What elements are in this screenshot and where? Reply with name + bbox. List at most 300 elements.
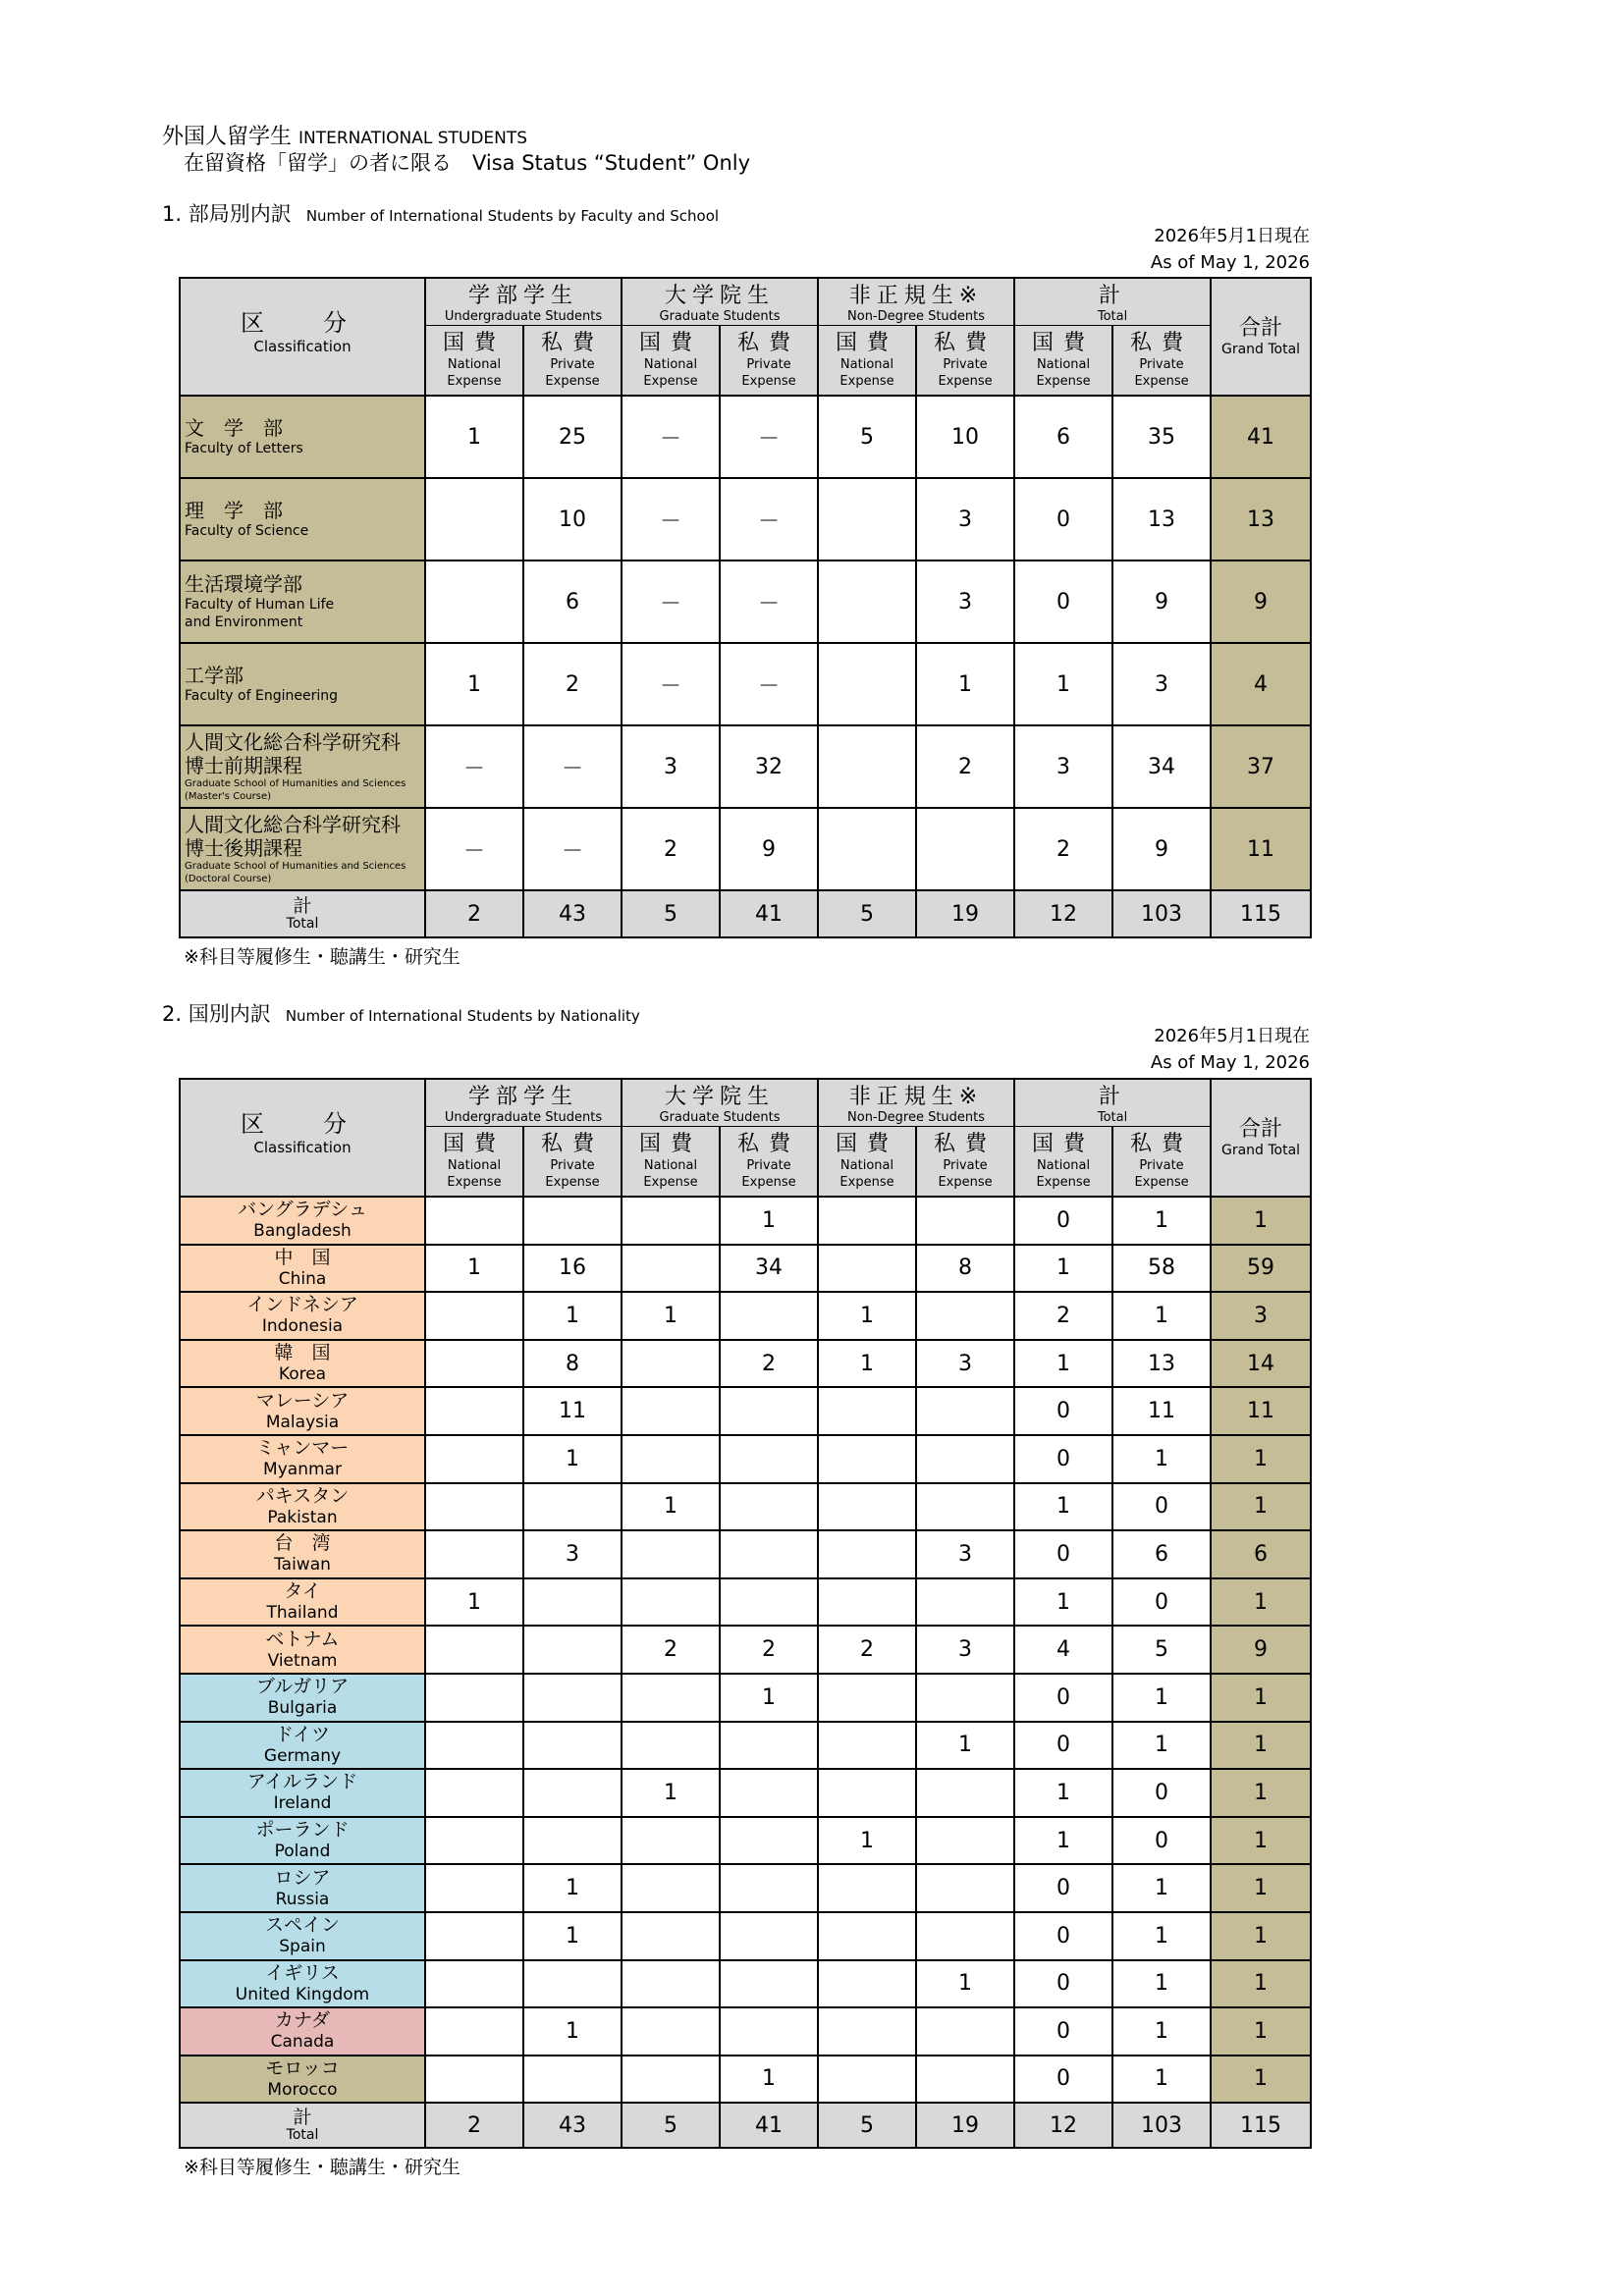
data-cell: 3	[1112, 643, 1211, 725]
data-cell: 1	[523, 1912, 622, 1960]
data-cell: 0	[1014, 561, 1112, 643]
national-expense-header	[818, 1126, 916, 1197]
nationality-row	[180, 1292, 1311, 1340]
faculty-row	[180, 643, 1311, 725]
faculty-name-jp: 生活環境学部	[185, 572, 302, 596]
data-cell: 1	[425, 396, 523, 478]
total-label-en: Total	[286, 2127, 319, 2144]
faculty-table	[179, 277, 1312, 938]
nationality-row	[180, 1769, 1311, 1817]
private-expense-header	[1112, 1126, 1211, 1197]
grand-total-sum: 115	[1211, 2103, 1311, 2148]
data-cell	[523, 1674, 622, 1722]
data-cell: 1	[818, 1340, 916, 1388]
data-cell: 9	[1112, 561, 1211, 643]
private-label-en-2: Expense	[545, 1174, 600, 1190]
data-cell: 0	[1014, 478, 1112, 561]
total-cell: 41	[720, 2103, 818, 2148]
data-cell: 1	[425, 643, 523, 725]
national-label-jp: 国費	[442, 1131, 506, 1156]
country-label	[180, 2007, 425, 2056]
data-cell	[720, 1292, 818, 1340]
data-cell	[622, 1387, 720, 1435]
nationality-row	[180, 1483, 1311, 1531]
country-label	[180, 1340, 425, 1388]
country-name-jp: ベトナム	[265, 1628, 340, 1650]
data-cell	[523, 1817, 622, 1865]
data-cell: －	[720, 478, 818, 561]
data-cell: 1	[1112, 1722, 1211, 1770]
country-name-en: Poland	[274, 1842, 331, 1862]
data-cell: 1	[622, 1483, 720, 1531]
group-label-jp: 大学院生	[665, 1084, 776, 1109]
data-cell: 9	[1112, 808, 1211, 890]
total-cell: 12	[1014, 890, 1112, 937]
data-cell: 13	[1112, 1340, 1211, 1388]
data-cell	[523, 1483, 622, 1531]
data-cell	[425, 1626, 523, 1674]
country-label	[180, 1817, 425, 1865]
private-expense-header	[720, 325, 818, 396]
data-cell: －	[425, 808, 523, 890]
data-cell: 2	[622, 808, 720, 890]
group-label-jp: 計	[1099, 283, 1127, 308]
data-cell	[720, 1483, 818, 1531]
nationality-row	[180, 1197, 1311, 1245]
national-expense-header	[1014, 325, 1112, 396]
data-cell	[818, 1960, 916, 2008]
data-cell	[425, 1340, 523, 1388]
grand-total-cell: 9	[1211, 1626, 1311, 1674]
data-cell: 10	[523, 478, 622, 561]
national-label-en-1: National	[643, 356, 698, 372]
data-cell	[720, 1530, 818, 1578]
nationality-row	[180, 1435, 1311, 1483]
private-expense-header	[523, 1126, 622, 1197]
country-label	[180, 1387, 425, 1435]
data-cell: 0	[1014, 1530, 1112, 1578]
grand-total-cell: 11	[1211, 808, 1311, 890]
data-cell	[523, 2056, 622, 2104]
country-name-en: Malaysia	[265, 1412, 340, 1432]
data-cell	[818, 1674, 916, 1722]
faculty-name-en: Faculty of Human Life	[185, 597, 335, 613]
nationality-row	[180, 1722, 1311, 1770]
national-label-en-2: Expense	[839, 1174, 894, 1190]
data-cell: 13	[1112, 478, 1211, 561]
group-header	[622, 1079, 818, 1126]
group-header	[1014, 1079, 1211, 1126]
country-name-en: Canada	[270, 2032, 335, 2053]
nationality-row	[180, 1578, 1311, 1627]
data-cell	[916, 1769, 1014, 1817]
nationality-row	[180, 1817, 1311, 1865]
data-cell	[916, 1578, 1014, 1627]
national-label-jp: 国費	[442, 330, 506, 355]
national-label-en-2: Expense	[1036, 373, 1091, 389]
total-cell: 103	[1112, 890, 1211, 937]
group-label-en: Graduate Students	[659, 308, 781, 324]
data-cell: 1	[523, 1864, 622, 1912]
national-label-en-2: Expense	[1036, 1174, 1091, 1190]
country-name-en: Spain	[279, 1937, 326, 1957]
private-expense-header	[916, 325, 1014, 396]
data-cell	[720, 1722, 818, 1770]
faculty-name-en: Faculty of Science	[185, 523, 309, 539]
data-cell: 4	[1014, 1626, 1112, 1674]
national-label-en-1: National	[1036, 1157, 1091, 1173]
country-name-jp: 中 国	[274, 1246, 331, 1268]
private-expense-header	[523, 325, 622, 396]
country-label	[180, 1292, 425, 1340]
faculty-course-jp: 博士前期課程	[185, 754, 302, 777]
total-cell: 43	[523, 2103, 622, 2148]
nationality-row	[180, 2007, 1311, 2056]
group-label-jp: 計	[1099, 1084, 1127, 1109]
classification-header	[180, 1079, 425, 1197]
national-label-en-1: National	[447, 356, 502, 372]
data-cell: 1	[916, 643, 1014, 725]
data-cell	[720, 1960, 818, 2008]
section2-date	[1151, 1023, 1310, 1076]
data-cell	[523, 1626, 622, 1674]
country-name-jp: ミャンマー	[255, 1437, 350, 1460]
national-label-en-2: Expense	[447, 373, 502, 389]
data-cell	[916, 1864, 1014, 1912]
faculty-course-jp: 博士後期課程	[185, 836, 302, 860]
data-cell: 9	[720, 808, 818, 890]
nationality-row	[180, 1387, 1311, 1435]
national-expense-header	[1014, 1126, 1112, 1197]
grand-total-header	[1211, 278, 1311, 396]
country-name-jp: タイ	[284, 1580, 321, 1603]
group-label-jp: 大学院生	[665, 283, 776, 308]
faculty-label	[180, 561, 425, 643]
national-label-en-1: National	[839, 356, 894, 372]
faculty-row	[180, 808, 1311, 890]
data-cell: 1	[523, 1435, 622, 1483]
data-cell	[916, 808, 1014, 890]
national-expense-header	[818, 325, 916, 396]
national-label-en-2: Expense	[839, 373, 894, 389]
country-name-en: Taiwan	[274, 1555, 331, 1575]
data-cell: 3	[916, 561, 1014, 643]
data-cell	[523, 1960, 622, 2008]
country-name-en: Thailand	[266, 1603, 339, 1624]
country-label	[180, 1483, 425, 1531]
group-label-en: Total	[1097, 1109, 1128, 1125]
data-cell	[818, 1483, 916, 1531]
grand-total-cell: 9	[1211, 561, 1311, 643]
nationality-row	[180, 1912, 1311, 1960]
data-cell: 0	[1014, 2056, 1112, 2104]
country-name-en: Germany	[263, 1745, 342, 1766]
private-label-jp: 私費	[541, 1131, 605, 1156]
data-cell: 1	[818, 1292, 916, 1340]
data-cell: 0	[1014, 1387, 1112, 1435]
national-label-jp: 国費	[1032, 330, 1096, 355]
data-cell: 32	[720, 725, 818, 808]
data-cell	[916, 1435, 1014, 1483]
national-expense-header	[425, 1126, 523, 1197]
private-label-en-2: Expense	[545, 373, 600, 389]
grand-total-cell: 37	[1211, 725, 1311, 808]
data-cell: 1	[1112, 1435, 1211, 1483]
private-label-jp: 私費	[541, 330, 605, 355]
doc-title-en: INTERNATIONAL STUDENTS	[298, 129, 528, 148]
data-cell: 1	[425, 1245, 523, 1293]
data-cell	[818, 1530, 916, 1578]
data-cell	[622, 1340, 720, 1388]
section1-note: ※科目等履修生・聴講生・研究生	[184, 946, 460, 968]
data-cell: 6	[1014, 396, 1112, 478]
section2-title-en: Number of International Students by Nationality	[285, 1007, 640, 1025]
doc-title	[162, 120, 527, 150]
country-name-jp: ポーランド	[255, 1819, 350, 1842]
data-cell: 11	[523, 1387, 622, 1435]
private-label-en-1: Private	[746, 1157, 791, 1173]
group-label-jp: 非正規生※	[848, 283, 984, 308]
group-label-jp: 学部学生	[468, 1084, 579, 1109]
country-label	[180, 1912, 425, 1960]
total-label-en: Total	[286, 916, 319, 932]
total-cell: 103	[1112, 2103, 1211, 2148]
data-cell	[425, 1530, 523, 1578]
section1-title-jp: 1. 部局別内訳	[162, 202, 292, 226]
national-expense-header	[425, 325, 523, 396]
data-cell: －	[425, 725, 523, 808]
data-cell: 0	[1014, 1722, 1112, 1770]
data-cell: 25	[523, 396, 622, 478]
data-cell: 1	[1014, 643, 1112, 725]
grand-total-cell: 1	[1211, 1817, 1311, 1865]
data-cell: 3	[523, 1530, 622, 1578]
data-cell: －	[720, 396, 818, 478]
data-cell: 35	[1112, 396, 1211, 478]
data-cell	[425, 478, 523, 561]
data-cell: 1	[1014, 1483, 1112, 1531]
total-cell: 5	[622, 890, 720, 937]
nationality-row	[180, 1960, 1311, 2008]
faculty-name-jp: 人間文化総合科学研究科	[185, 813, 401, 836]
faculty-row	[180, 725, 1311, 808]
data-cell	[523, 1197, 622, 1245]
data-cell: 1	[523, 2007, 622, 2056]
nationality-row	[180, 1674, 1311, 1722]
data-cell	[818, 1769, 916, 1817]
data-cell: 1	[818, 1817, 916, 1865]
data-cell: 1	[1014, 1245, 1112, 1293]
private-label-en-1: Private	[943, 356, 988, 372]
nationality-row	[180, 1626, 1311, 1674]
country-label	[180, 1864, 425, 1912]
faculty-row	[180, 561, 1311, 643]
data-cell: 1	[1112, 1674, 1211, 1722]
grand-total-cell: 1	[1211, 1435, 1311, 1483]
data-cell	[622, 1817, 720, 1865]
data-cell: 2	[720, 1626, 818, 1674]
data-cell	[818, 1864, 916, 1912]
data-cell: 1	[622, 1292, 720, 1340]
data-cell	[425, 1197, 523, 1245]
data-cell: 6	[523, 561, 622, 643]
data-cell: 10	[916, 396, 1014, 478]
classification-label-en: Classification	[253, 1139, 352, 1156]
faculty-name-en: Faculty of Engineering	[185, 688, 338, 704]
data-cell	[818, 1387, 916, 1435]
grand-total-cell: 6	[1211, 1530, 1311, 1578]
grand-total-cell: 1	[1211, 2007, 1311, 2056]
faculty-name-en-2: (Master's Course)	[185, 791, 272, 802]
data-cell: －	[622, 478, 720, 561]
total-row	[180, 2103, 1311, 2148]
grand-total-cell: 1	[1211, 1769, 1311, 1817]
data-cell	[818, 1435, 916, 1483]
grand-total-cell: 1	[1211, 1722, 1311, 1770]
data-cell	[916, 2056, 1014, 2104]
country-name-en: Bulgaria	[267, 1698, 338, 1719]
private-label-en-1: Private	[550, 356, 595, 372]
data-cell	[818, 561, 916, 643]
data-cell	[720, 1769, 818, 1817]
faculty-name-jp: 文 学 部	[185, 416, 283, 440]
data-cell	[523, 1578, 622, 1627]
data-cell	[425, 1292, 523, 1340]
data-cell	[916, 1483, 1014, 1531]
doc-subtitle: 在留資格「留学」の者に限る Visa Status “Student” Only	[184, 151, 751, 175]
data-cell: 0	[1014, 1674, 1112, 1722]
faculty-label	[180, 643, 425, 725]
group-header	[425, 1079, 622, 1126]
data-cell	[425, 2007, 523, 2056]
grand-total-cell: 14	[1211, 1340, 1311, 1388]
grand-total-cell: 1	[1211, 1960, 1311, 2008]
group-label-en: Non-Degree Students	[847, 308, 986, 324]
country-name-en: Pakistan	[267, 1507, 338, 1527]
data-cell	[916, 1912, 1014, 1960]
national-expense-header	[622, 325, 720, 396]
data-cell: 1	[1112, 1292, 1211, 1340]
section2-date-jp: 2026年5月1日現在	[1154, 1026, 1310, 1046]
data-cell	[720, 1435, 818, 1483]
country-name-en: Bangladesh	[253, 1221, 352, 1242]
nationality-table	[179, 1078, 1312, 2149]
total-cell: 5	[818, 2103, 916, 2148]
data-cell	[818, 808, 916, 890]
data-cell	[720, 1912, 818, 1960]
country-name-en: Vietnam	[267, 1650, 338, 1671]
data-cell: 58	[1112, 1245, 1211, 1293]
data-cell: 2	[720, 1340, 818, 1388]
national-label-en-2: Expense	[447, 1174, 502, 1190]
grand-total-cell: 1	[1211, 1912, 1311, 1960]
data-cell	[425, 1864, 523, 1912]
group-label-en: Undergraduate Students	[444, 1109, 603, 1125]
national-label-jp: 国費	[1032, 1131, 1096, 1156]
faculty-name-en: Graduate School of Humanities and Sciences	[185, 861, 406, 872]
country-name-jp: バングラデシュ	[238, 1199, 367, 1221]
data-cell: 1	[720, 2056, 818, 2104]
faculty-label	[180, 396, 425, 478]
country-name-jp: インドネシア	[246, 1294, 358, 1316]
total-cell: 2	[425, 890, 523, 937]
faculty-name-jp: 理 学 部	[185, 499, 283, 522]
national-label-en-1: National	[643, 1157, 698, 1173]
country-label	[180, 1245, 425, 1293]
data-cell	[425, 1769, 523, 1817]
nationality-row	[180, 2056, 1311, 2104]
country-name-en: Ireland	[273, 1793, 332, 1814]
data-cell: 34	[1112, 725, 1211, 808]
grand-total-header	[1211, 1079, 1311, 1197]
data-cell: 1	[425, 1578, 523, 1627]
private-expense-header	[720, 1126, 818, 1197]
faculty-label	[180, 725, 425, 808]
data-cell	[818, 1578, 916, 1627]
data-cell: －	[720, 561, 818, 643]
country-name-jp: スペイン	[264, 1914, 340, 1937]
data-cell: 1	[1112, 1960, 1211, 2008]
grand-total-cell: 1	[1211, 1483, 1311, 1531]
country-label	[180, 1769, 425, 1817]
data-cell	[720, 1864, 818, 1912]
data-cell: 34	[720, 1245, 818, 1293]
data-cell	[425, 561, 523, 643]
data-cell	[916, 1674, 1014, 1722]
total-cell: 5	[818, 890, 916, 937]
data-cell	[818, 1722, 916, 1770]
grand-total-cell: 1	[1211, 2056, 1311, 2104]
country-name-jp: ロシア	[274, 1866, 331, 1889]
grand-total-cell: 1	[1211, 1578, 1311, 1627]
section2-date-en: As of May 1, 2026	[1150, 1052, 1310, 1073]
group-label-en: Undergraduate Students	[444, 308, 603, 324]
country-name-en: Korea	[278, 1364, 327, 1385]
faculty-name-jp: 工学部	[185, 664, 244, 687]
faculty-name-en-2: (Doctoral Course)	[185, 874, 272, 884]
header-row-groups	[180, 1079, 1311, 1126]
data-cell	[622, 2056, 720, 2104]
data-cell: 0	[1014, 1960, 1112, 2008]
data-cell: 0	[1112, 1817, 1211, 1865]
country-name-jp: 韓 国	[274, 1342, 331, 1364]
data-cell: 1	[720, 1674, 818, 1722]
total-label	[180, 890, 425, 937]
country-name-jp: 台 湾	[274, 1532, 331, 1555]
country-label	[180, 1674, 425, 1722]
data-cell	[818, 2007, 916, 2056]
data-cell: 1	[622, 1769, 720, 1817]
data-cell	[818, 725, 916, 808]
data-cell	[818, 643, 916, 725]
country-name-jp: パキスタン	[255, 1484, 350, 1507]
country-label	[180, 1960, 425, 2008]
data-cell: 5	[818, 396, 916, 478]
data-cell	[818, 478, 916, 561]
private-label-jp: 私費	[934, 1131, 998, 1156]
data-cell	[622, 1912, 720, 1960]
total-cell: 5	[622, 2103, 720, 2148]
country-label	[180, 2056, 425, 2104]
country-name-en: China	[278, 1268, 327, 1289]
grand-total-label-en: Grand Total	[1220, 1143, 1301, 1158]
data-cell	[622, 1864, 720, 1912]
national-label-jp: 国費	[836, 1131, 899, 1156]
classification-label-en: Classification	[253, 338, 352, 355]
classification-label-jp: 区 分	[241, 1110, 364, 1138]
country-name-jp: カナダ	[274, 2009, 331, 2032]
data-cell	[425, 1722, 523, 1770]
